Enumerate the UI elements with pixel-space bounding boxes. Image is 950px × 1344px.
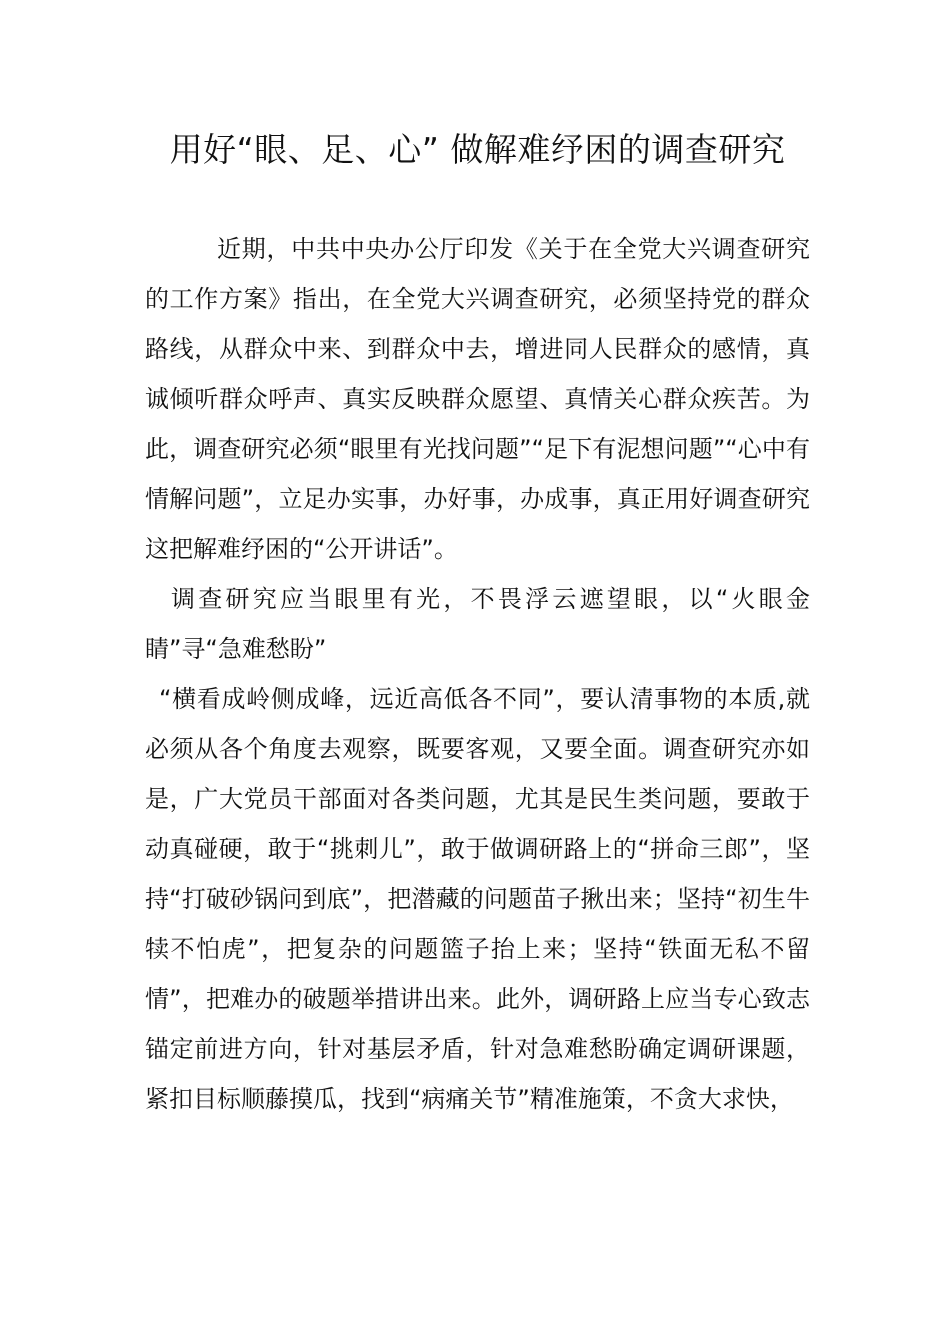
paragraph-2: 调查研究应当眼里有光，不畏浮云遮望眼，以“火眼金睛”寻“急难愁盼” xyxy=(145,585,810,663)
paragraph-1: 近期，中共中央办公厅印发《关于在全党大兴调查研究的工作方案》指出，在全党大兴调查研究，必须坚持党的群众路线，从群众中来、到群众中去，增进同人民群众的感情，真诚倾听群众呼声、真实反映群众愿望、真情关心群众疾苦。为此，调查研究必须“眼里有光找问题”“足下有泥想问题”“心中有情解问题”，立足办实事，办好事，办成事，真正用好调查研究这把解难纾困的“公开讲话”。 xyxy=(145,235,810,563)
document-body xyxy=(145,224,810,1124)
page-title: 用好“眼、足、心” 做解难纾困的调查研究 xyxy=(169,130,786,169)
paragraph-3: “横看成岭侧成峰，远近高低各不同”，要认清事物的本质,就必须从各个角度去观察，既要客观，又要全面。调查研究亦如是，广大党员干部面对各类问题，尤其是民生类问题，要敢于动真碰硬，敢于“挑刺儿”，敢于做调研路上的“拼命三郎”，坚持“打破砂锅问到底”，把潜藏的问题苗子揪出来；坚持“初生牛犊不怕虎”，把复杂的问题篮子抬上来；坚持“铁面无私不留情”，把难办的破题举措讲出来。此外，调研路上应当专心致志锚定前进方向，针对基层矛盾，针对急难愁盼确定调研课题，紧扣目标顺藤摸瓜，找到“病痛关节”精准施策，不贪大求快， xyxy=(145,685,810,1113)
